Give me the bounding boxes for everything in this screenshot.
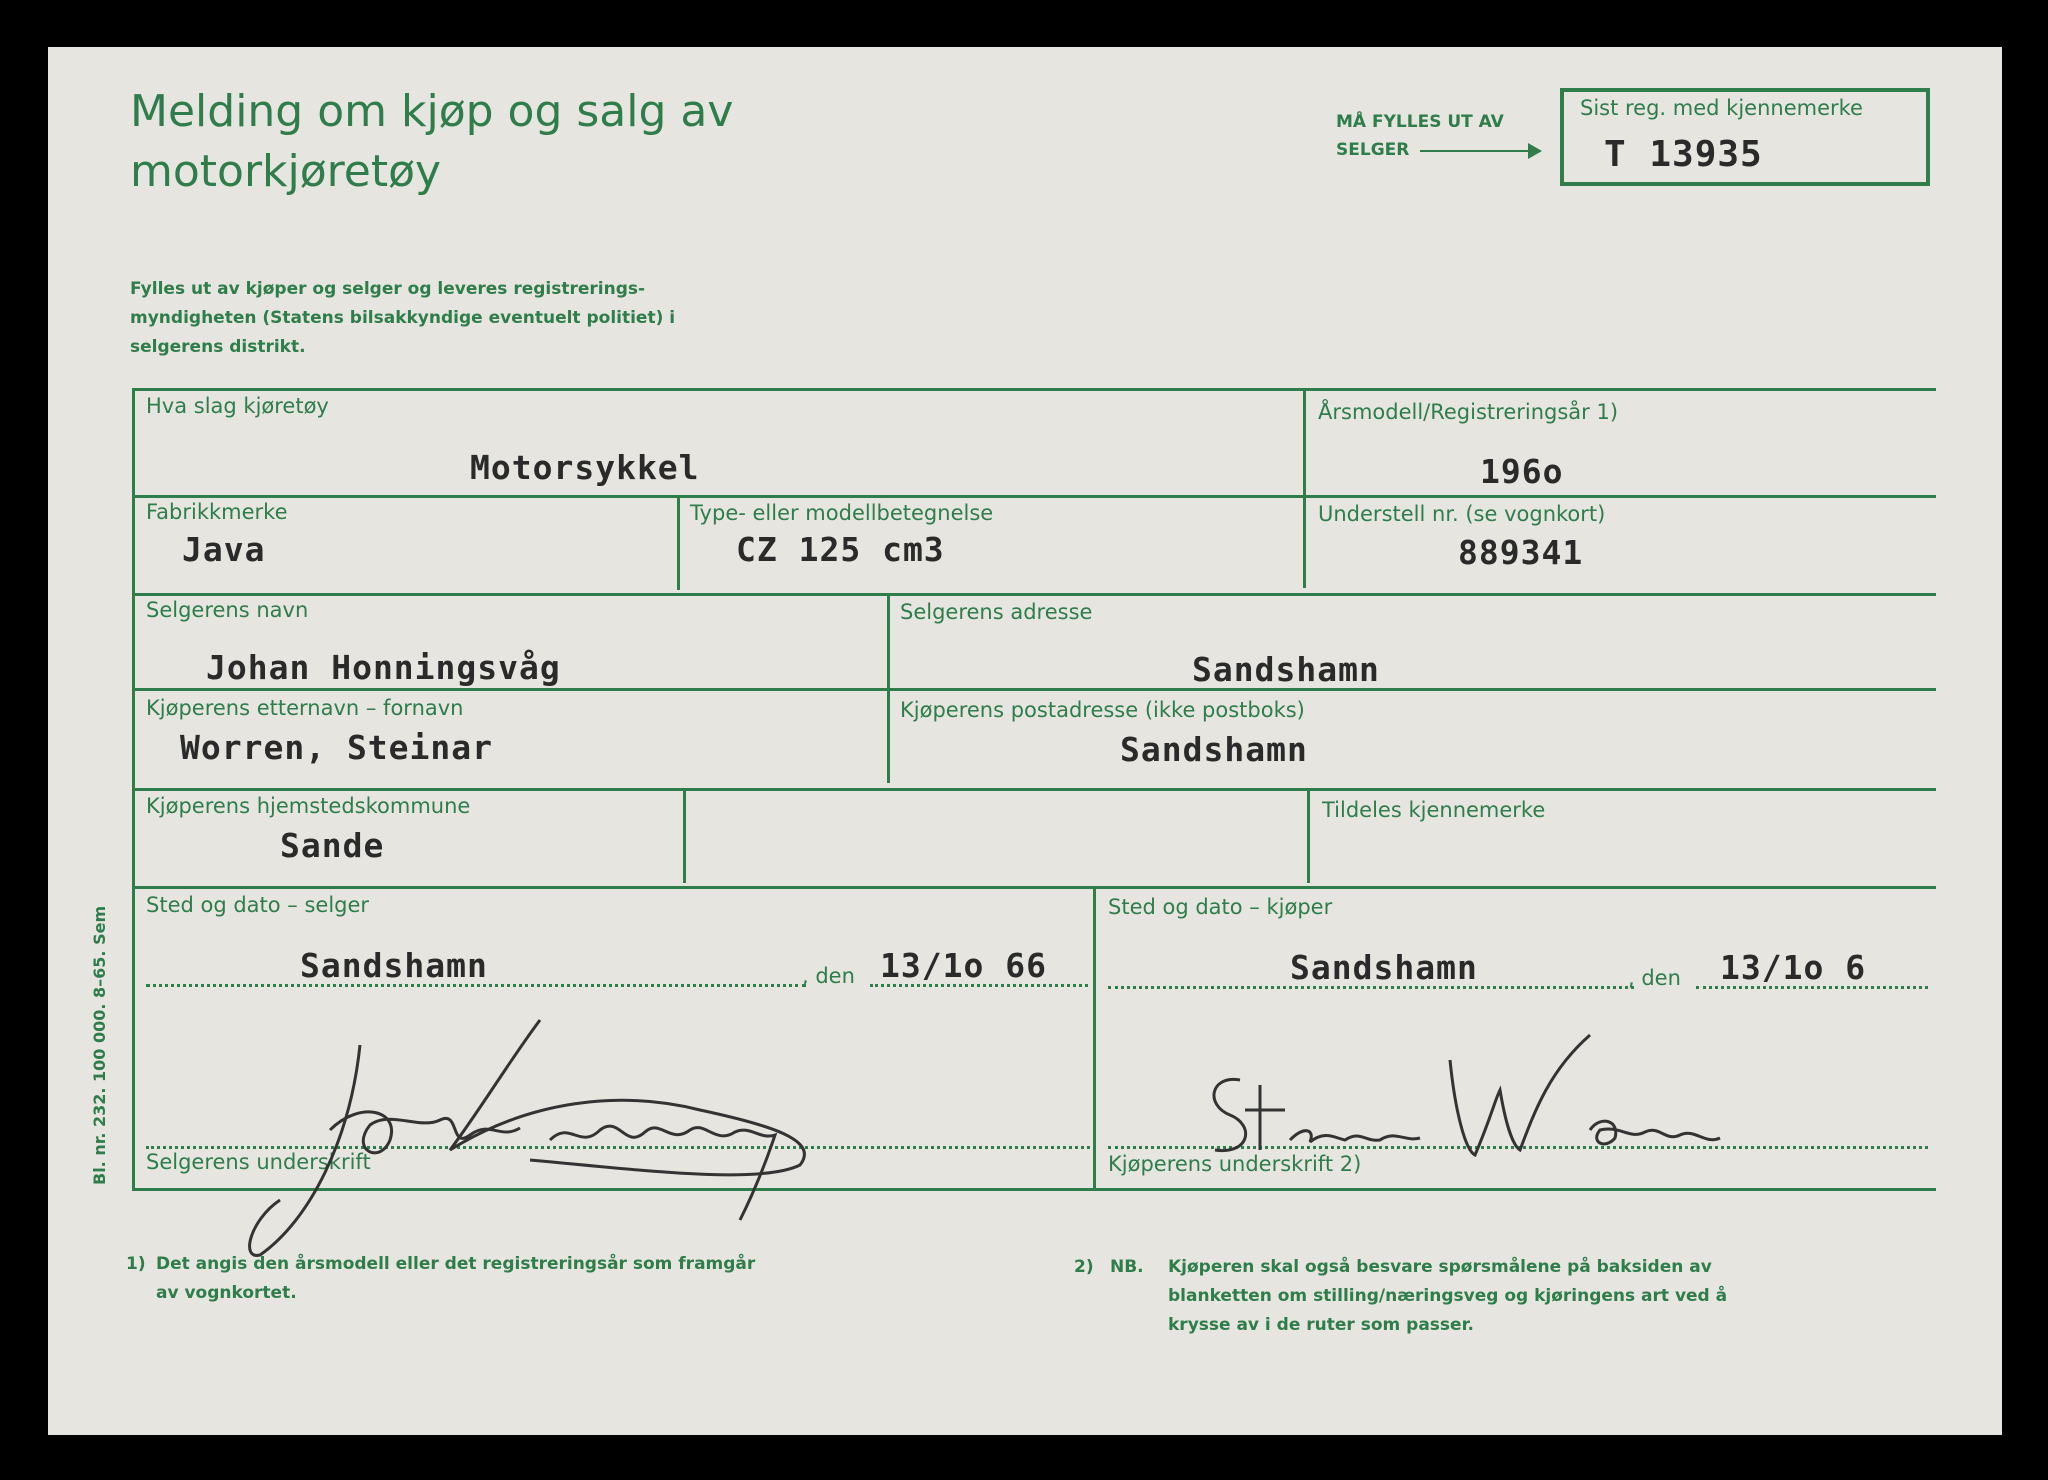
buyer-date-value[interactable]: 13/1o 6 (1720, 948, 1867, 987)
vehicle-type-value[interactable]: Motorsykkel (470, 448, 700, 487)
form-grid-line (132, 886, 1936, 889)
seller-name-value[interactable]: Johan Honningsvåg (206, 648, 561, 687)
chassis-value[interactable]: 889341 (1458, 533, 1584, 572)
form-grid-line (1303, 388, 1306, 588)
buyer-place-label: Sted og dato – kjøper (1108, 895, 1333, 919)
buyer-signature-label: Kjøperens underskrift 2) (1108, 1152, 1362, 1176)
buyer-name-value[interactable]: Worren, Steinar (180, 728, 494, 767)
chassis-label: Understell nr. (se vognkort) (1318, 502, 1606, 526)
seller-place-value[interactable]: Sandshamn (300, 946, 488, 985)
must-fill-line2: SELGER (1336, 140, 1410, 160)
buyer-municipality-label: Kjøperens hjemstedskommune (146, 794, 471, 818)
form-grid-line (1307, 788, 1310, 883)
registration-label: Sist reg. med kjennemerke (1580, 96, 1863, 120)
form-title-line1: Melding om kjøp og salg av (130, 86, 734, 137)
seller-den-label: , den (802, 964, 855, 988)
buyer-den-label: , den (1628, 966, 1681, 990)
dotted-line (870, 984, 1088, 987)
registration-value[interactable]: T 13935 (1604, 134, 1763, 175)
vehicle-type-label: Hva slag kjøretøy (146, 394, 329, 418)
buyer-place-value[interactable]: Sandshamn (1290, 948, 1478, 987)
seller-address-value[interactable]: Sandshamn (1192, 650, 1380, 689)
arrow-right-icon (1420, 150, 1540, 152)
form-grid-line (132, 388, 135, 1188)
form-grid-line (887, 593, 890, 783)
buyer-name-label: Kjøperens etternavn – fornavn (146, 696, 464, 720)
seller-place-label: Sted og dato – selger (146, 893, 370, 917)
form-grid-line (683, 788, 686, 883)
form-instructions: Fylles ut av kjøper og selger og leveres registrerings-myndigheten (Statens bilsakkyndige eventuelt politiet) i selgerens distrikt. (130, 279, 676, 357)
buyer-address-value[interactable]: Sandshamn (1120, 730, 1308, 769)
model-value[interactable]: CZ 125 cm3 (736, 530, 945, 569)
form-grid-line (132, 593, 1936, 596)
form-grid-line (677, 495, 680, 590)
form-grid-line (132, 388, 1936, 391)
form-grid-line (132, 495, 1936, 498)
form-grid-line (132, 788, 1936, 791)
seller-address-label: Selgerens adresse (900, 600, 1093, 624)
form-title-line2: motorkjøretøy (130, 146, 442, 197)
footnote-1: Det angis den årsmodell eller det registreringsår som framgår av vognkortet. (156, 1254, 756, 1303)
model-label: Type- eller modellbetegnelse (690, 501, 994, 525)
footnote-2-nb: NB. (1110, 1257, 1144, 1277)
seller-signature (200, 1000, 880, 1270)
seller-signature-label: Selgerens underskrift (146, 1150, 371, 1174)
footnote-2-number: 2) (1074, 1257, 1094, 1277)
assigned-plate-label: Tildeles kjennemerke (1322, 798, 1546, 822)
make-value[interactable]: Java (182, 530, 266, 569)
seller-name-label: Selgerens navn (146, 598, 309, 622)
dotted-line (146, 984, 806, 987)
dotted-line (1696, 986, 1928, 989)
form-print-code: Bl. nr. 232. 100 000. 8–65. Sem (90, 905, 109, 1185)
footnote-2: Kjøperen skal også besvare spørsmålene på baksiden av blanketten om stilling/næringsveg og kjøringens art ved å krysse av i de ruter som passer. (1168, 1257, 1728, 1335)
make-label: Fabrikkmerke (146, 500, 288, 524)
form-title (130, 82, 733, 202)
form-grid-line (132, 688, 1936, 691)
seller-date-value[interactable]: 13/1o 66 (880, 946, 1047, 985)
must-fill-note (1336, 108, 1504, 164)
form-grid-line (1093, 886, 1096, 1188)
footnote-1-number: 1) (126, 1254, 146, 1274)
dotted-line (1108, 986, 1634, 989)
model-year-label: Årsmodell/Registreringsår 1) (1318, 400, 1619, 424)
buyer-address-label: Kjøperens postadresse (ikke postboks) (900, 698, 1305, 722)
must-fill-line1: MÅ FYLLES UT AV (1336, 112, 1504, 132)
model-year-value[interactable]: 196o (1480, 452, 1564, 491)
buyer-municipality-value[interactable]: Sande (280, 826, 385, 865)
buyer-signature (1190, 1030, 1750, 1170)
